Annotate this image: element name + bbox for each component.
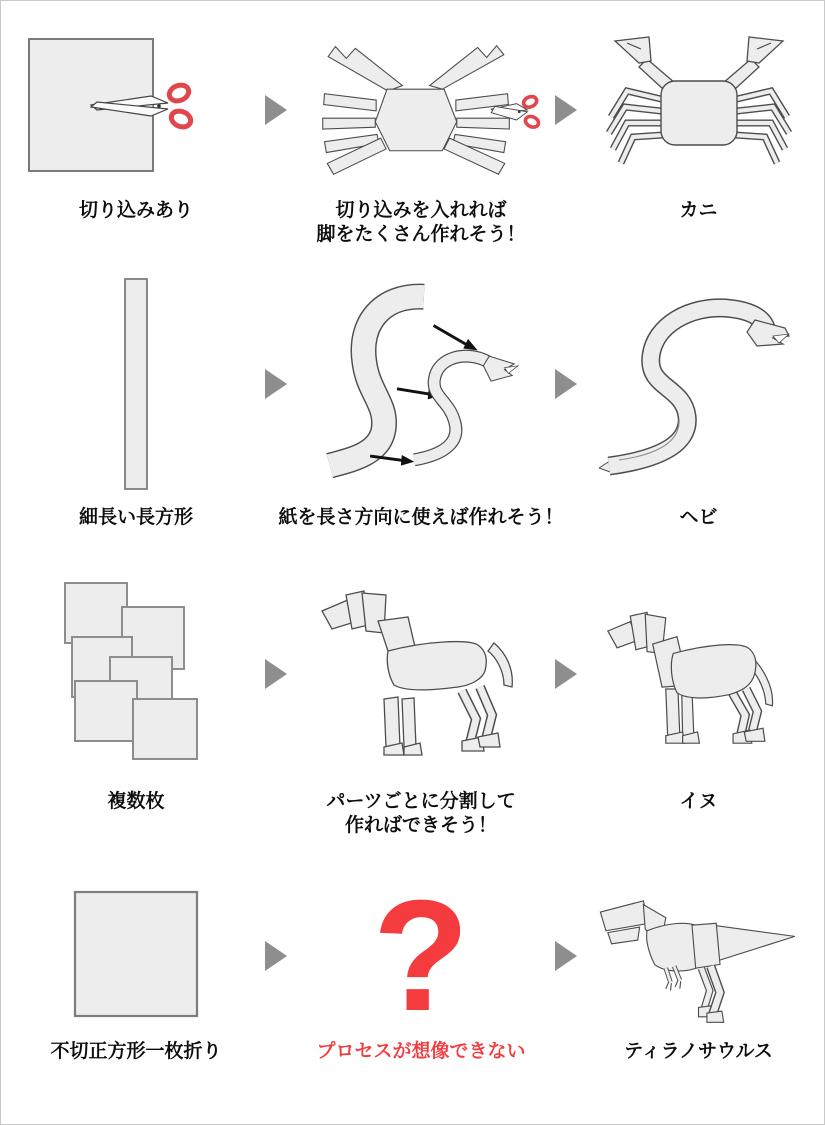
caption-text: 不切正方形一枚折り	[50, 1040, 222, 1062]
curved-strip-becoming-snake-image	[301, 277, 541, 492]
dog-parts-figure	[301, 571, 541, 776]
caption-start-2	[79, 506, 193, 530]
arrow-col	[541, 35, 591, 185]
caption-text: 細長い長方形	[78, 506, 193, 528]
cell-snake-start	[21, 277, 251, 530]
caption-text: 複数枚	[107, 791, 165, 813]
caption-text: 切り込みあり	[78, 200, 193, 221]
caption-idea-4	[316, 1040, 525, 1064]
cell-crab-start	[21, 35, 251, 223]
cell-trex-idea	[301, 867, 541, 1064]
caption-text: ヘビ	[679, 506, 718, 528]
square-with-slit-and-scissors-image	[21, 35, 251, 185]
multiple-square-sheets-image	[49, 571, 224, 776]
caption-idea-3	[326, 790, 515, 838]
thin-rectangle-figure	[21, 277, 251, 492]
cell-dog-start	[21, 571, 251, 814]
arrow-col	[541, 571, 591, 776]
arrow-right-icon	[555, 941, 577, 971]
cell-crab-idea	[301, 35, 541, 247]
arrow-col	[251, 277, 301, 492]
caption-line: 切り込みを入れれば	[335, 200, 507, 221]
cell-crab-result	[591, 35, 806, 223]
origami-snake-image	[599, 284, 799, 484]
caption-start-4	[50, 1040, 221, 1064]
tyrannosaurus-figure	[591, 886, 806, 1026]
plain-square-figure	[21, 886, 251, 1026]
caption-start-3	[107, 790, 164, 814]
cell-trex-result	[591, 886, 806, 1064]
crab-figure	[591, 35, 806, 185]
arrow-col	[541, 277, 591, 492]
question-mark-icon: ?	[372, 867, 470, 1044]
caption-idea-2	[279, 506, 564, 530]
stacked-squares-figure	[21, 571, 251, 776]
origami-crab-image	[599, 35, 799, 185]
arrow-right-icon	[265, 659, 287, 689]
caption-result-3	[679, 790, 717, 814]
caption-line: 紙を長さ方向に使えば作れそう！	[278, 506, 564, 528]
caption-result-1	[679, 199, 717, 223]
caption-text: イヌ	[679, 791, 718, 813]
cell-dog-idea	[301, 571, 541, 838]
caption-result-2	[679, 506, 717, 530]
arrow-right-icon	[265, 95, 287, 125]
long-thin-rectangle-image	[106, 277, 166, 492]
cell-snake-result	[591, 277, 806, 530]
sheet-with-many-cuts-image	[301, 35, 541, 185]
row-snake	[1, 277, 824, 530]
caption-text: カニ	[679, 200, 718, 221]
dog-split-into-parts-image	[306, 579, 536, 769]
origami-tyrannosaurus-image	[591, 881, 806, 1031]
row-dog	[1, 571, 824, 838]
row-tyrannosaurus	[1, 867, 824, 1064]
snake-figure	[591, 277, 806, 492]
cut-sheet-figure	[301, 35, 541, 185]
arrow-right-icon	[265, 369, 287, 399]
square-with-slit-figure	[21, 35, 251, 185]
arrow-col	[251, 571, 301, 776]
plain-uncut-square-image	[61, 886, 211, 1026]
caption-idea-1	[316, 199, 525, 247]
caption-result-4	[624, 1040, 773, 1064]
caption-line: パーツごとに分割して	[326, 791, 516, 813]
question-mark-figure	[301, 867, 541, 1044]
arrow-right-icon	[265, 941, 287, 971]
arrow-right-icon	[555, 369, 577, 399]
arrow-col	[251, 35, 301, 185]
origami-dog-image	[591, 594, 806, 754]
row-crab	[1, 35, 824, 247]
dog-figure	[591, 571, 806, 776]
caption-text: ティラノサウルス	[624, 1040, 773, 1062]
caption-start-1	[79, 199, 193, 223]
caption-line: 脚をたくさん作れそう！	[316, 223, 526, 245]
arrow-right-icon	[555, 95, 577, 125]
caption-line: プロセスが想像できない	[316, 1040, 526, 1062]
caption-line: 作ればできそう！	[344, 815, 497, 836]
cell-snake-idea	[278, 277, 564, 530]
arrow-right-icon	[555, 659, 577, 689]
arrow-col	[541, 886, 591, 1026]
strip-to-snake-figure	[301, 277, 541, 492]
arrow-col	[251, 886, 301, 1026]
cell-trex-start	[21, 886, 251, 1064]
cell-dog-result	[591, 571, 806, 814]
